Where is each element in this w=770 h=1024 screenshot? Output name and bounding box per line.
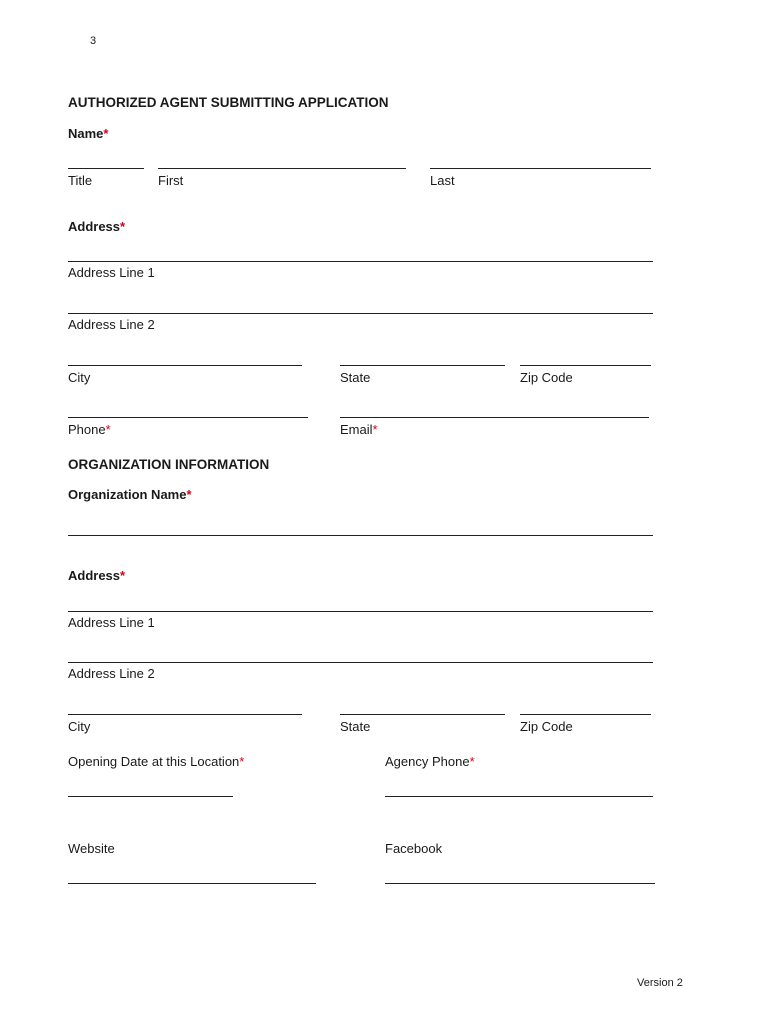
version-label: Version 2 xyxy=(637,977,683,989)
page-number: 3 xyxy=(90,35,97,47)
required-star: * xyxy=(105,422,111,437)
required-star: * xyxy=(239,754,245,769)
agent-phone-label-text: Phone xyxy=(68,422,106,437)
org-state-label: State xyxy=(340,719,371,734)
org-address-label xyxy=(68,568,125,584)
facebook-field[interactable] xyxy=(385,883,655,884)
opening-date-label xyxy=(68,754,244,770)
facebook-label: Facebook xyxy=(385,841,443,856)
agent-name-label xyxy=(68,126,108,142)
agent-address-label-text: Address xyxy=(68,219,121,234)
agent-address-label xyxy=(68,219,125,235)
required-star: * xyxy=(372,422,378,437)
agent-phone-field[interactable] xyxy=(68,417,308,418)
required-star: * xyxy=(103,126,109,141)
agent-city-field[interactable] xyxy=(68,365,302,366)
agent-address-line1-label: Address Line 1 xyxy=(68,265,155,280)
org-zip-field[interactable] xyxy=(520,714,651,715)
org-city-label: City xyxy=(68,719,91,734)
org-name-label-text: Organization Name xyxy=(68,487,187,502)
required-star: * xyxy=(186,487,192,502)
org-state-field[interactable] xyxy=(340,714,505,715)
agent-state-field[interactable] xyxy=(340,365,505,366)
agent-address-line2-field[interactable] xyxy=(68,313,653,314)
agent-zip-label: Zip Code xyxy=(520,370,573,385)
agent-section-heading: AUTHORIZED AGENT SUBMITTING APPLICATION xyxy=(68,95,389,110)
org-address-line2-label: Address Line 2 xyxy=(68,666,155,681)
required-star: * xyxy=(120,219,126,234)
first-name-label: First xyxy=(158,173,184,188)
required-star: * xyxy=(120,568,126,583)
agency-phone-field[interactable] xyxy=(385,796,653,797)
required-star: * xyxy=(469,754,475,769)
org-zip-label: Zip Code xyxy=(520,719,573,734)
agent-name-label-text: Name xyxy=(68,126,104,141)
agent-phone-label xyxy=(68,422,111,438)
org-address-line1-field[interactable] xyxy=(68,611,653,612)
agency-phone-label xyxy=(385,754,475,770)
agent-email-label xyxy=(340,422,378,438)
website-label: Website xyxy=(68,841,115,856)
agent-zip-field[interactable] xyxy=(520,365,651,366)
agent-address-line1-field[interactable] xyxy=(68,261,653,262)
org-name-label xyxy=(68,487,192,503)
agent-email-label-text: Email xyxy=(340,422,373,437)
website-field[interactable] xyxy=(68,883,316,884)
opening-date-field[interactable] xyxy=(68,796,233,797)
org-address-label-text: Address xyxy=(68,568,121,583)
agent-address-line2-label: Address Line 2 xyxy=(68,317,155,332)
agent-city-label: City xyxy=(68,370,91,385)
last-name-label: Last xyxy=(430,173,455,188)
opening-date-label-text: Opening Date at this Location xyxy=(68,754,240,769)
first-name-field-line[interactable] xyxy=(158,168,406,169)
org-address-line1-label: Address Line 1 xyxy=(68,615,155,630)
agent-state-label: State xyxy=(340,370,371,385)
last-name-field-line[interactable] xyxy=(430,168,651,169)
agent-email-field[interactable] xyxy=(340,417,649,418)
title-field-line[interactable] xyxy=(68,168,144,169)
org-city-field[interactable] xyxy=(68,714,302,715)
org-address-line2-field[interactable] xyxy=(68,662,653,663)
org-name-field[interactable] xyxy=(68,535,653,536)
org-section-heading: ORGANIZATION INFORMATION xyxy=(68,457,270,472)
title-label: Title xyxy=(68,173,93,188)
agency-phone-label-text: Agency Phone xyxy=(385,754,470,769)
